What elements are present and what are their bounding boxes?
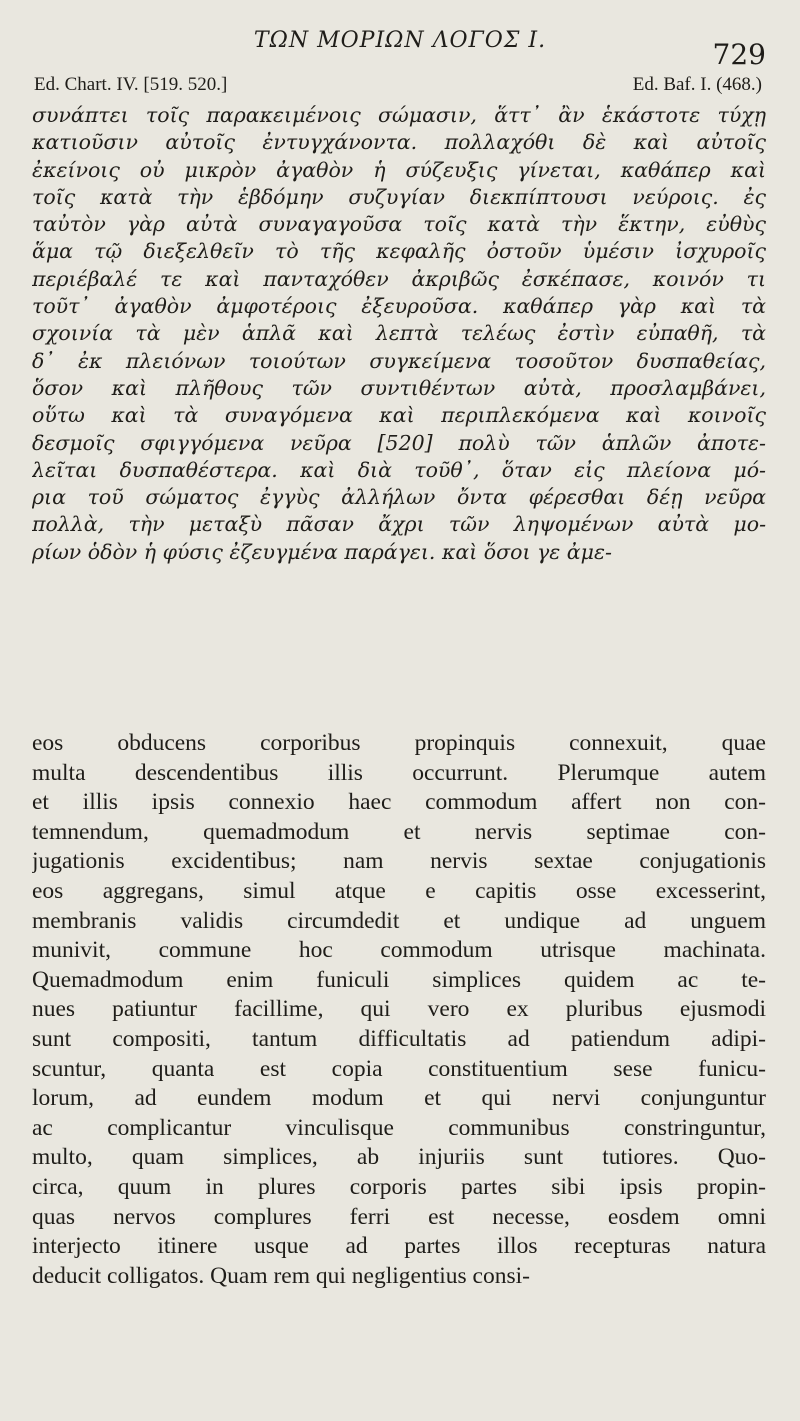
latin-text-line: et illis ipsis connexio haec commodum affert non con- xyxy=(32,789,766,816)
page-number: 729 xyxy=(712,38,766,71)
greek-text-line: συνάπτει τοῖς παρακειμένοις σώμασιν, ἅττ᾽ ἂν ἑκάστοτε τύχῃ xyxy=(32,103,766,127)
latin-text-line: sunt compositi, tantum difficultatis ad patiendum adipi- xyxy=(32,1025,766,1052)
latin-text-line: deducit colligatos. Quam rem qui negligentius consi- xyxy=(32,1262,530,1289)
latin-text-line: circa, quum in plures corporis partes sibi ipsis propin- xyxy=(32,1173,766,1200)
greek-text-line: οὕτω καὶ τὰ συναγόμενα καὶ περιπλεκόμενα καὶ κοινοῖς xyxy=(32,403,766,428)
edition-reference-right: Ed. Baf. I. (468.) xyxy=(632,74,762,95)
greek-text-line: τοῦτ᾽ ἀγαθὸν ἀμφοτέροις ἐξευροῦσα. καθάπερ γὰρ καὶ τὰ xyxy=(32,294,766,319)
latin-text-line: eos aggregans, simul atque e capitis osse excesserint, xyxy=(32,877,766,904)
latin-text-line: quas nervos complures ferri est necesse, eosdem omni xyxy=(32,1203,766,1230)
latin-text-line: multa descendentibus illis occurrunt. Plerumque autem xyxy=(32,759,766,786)
greek-text-line: ἐκείνοις οὐ μικρὸν ἀγαθὸν ἡ σύζευξις γίνεται, καθάπερ καὶ xyxy=(32,157,766,182)
greek-text-line: τοῖς κατὰ τὴν ἑβδόμην συζυγίαν διεκπίπτουσι νεύροις. ἐς xyxy=(32,184,766,209)
latin-text-line: eos obducens corporibus propinquis connexuit, quae xyxy=(32,730,766,756)
greek-text-line: δεσμοῖς σφιγγόμενα νεῦρα [520] πολὺ τῶν ἁπλῶν ἀποτε- xyxy=(32,430,766,455)
greek-text-line: ταὐτὸν γὰρ αὐτὰ συναγαγοῦσα τοῖς κατὰ τὴν ἕκτην, εὐθὺς xyxy=(32,212,766,237)
running-header-title: ΤΩΝ ΜΟΡΙΩΝ ΛΟΓΟΣ Ι. xyxy=(253,28,547,53)
greek-text-line: ρια τοῦ σώματος ἐγγὺς ἀλλήλων ὄντα φέρεσθαι δέῃ νεῦρα xyxy=(32,485,766,510)
latin-text-line: Quemadmodum enim funiculi simplices quidem ac te- xyxy=(32,966,766,993)
latin-text-block xyxy=(32,729,766,1291)
greek-text-line: ρίων ὁδὸν ἡ φύσις ἐζευγμένα παράγει. καὶ ὅσοι γε ἀμε- xyxy=(32,539,612,564)
greek-text-line: περιέβαλέ τε καὶ πανταχόθεν ἀκριβῶς ἐσκέπασε, κοινόν τι xyxy=(32,266,766,291)
latin-text-line: interjecto itinere usque ad partes illos recepturas natura xyxy=(32,1233,766,1260)
latin-text-line: ac complicantur vinculisque communibus constringuntur, xyxy=(32,1114,766,1141)
latin-text-line: munivit, commune hoc commodum utrisque machinata. xyxy=(32,937,766,964)
greek-text-line: πολλὰ, τὴν μεταξὺ πᾶσαν ἄχρι τῶν ληψομένων αὐτὰ μο- xyxy=(32,512,766,537)
latin-text-line: scuntur, quanta est copia constituentium sese funicu- xyxy=(32,1055,766,1082)
greek-text-line: ὅσον καὶ πλῆθους τῶν συντιθέντων αὐτὰ, προσλαμβάνει, xyxy=(32,375,766,400)
greek-text-line: δ᾽ ἐκ πλειόνων τοιούτων συγκείμενα τοσοῦτον δυσπαθείας, xyxy=(32,348,766,373)
greek-text-line: κατιοῦσιν αὐτοῖς ἐντυγχάνοντα. πολλαχόθι δὲ καὶ αὐτοῖς xyxy=(32,130,766,155)
latin-text-line: multo, quam simplices, ab injuriis sunt tutiores. Quo- xyxy=(32,1144,766,1171)
latin-text-line: nues patiuntur facillime, qui vero ex pluribus ejusmodi xyxy=(32,996,766,1023)
latin-text-line: jugationis excidentibus; nam nervis sextae conjugationis xyxy=(32,848,766,875)
latin-text-line: lorum, ad eundem modum et qui nervi conjunguntur xyxy=(32,1085,766,1112)
greek-text-line: λεῖται δυσπαθέστερα. καὶ διὰ τοῦθ᾽, ὅταν εἰς πλείονα μό- xyxy=(32,457,766,482)
greek-text-block xyxy=(32,102,766,566)
edition-reference-left: Ed. Chart. IV. [519. 520.] xyxy=(34,74,228,95)
greek-text-line: ἅμα τῷ διεξελθεῖν τὸ τῆς κεφαλῆς ὀστοῦν ὑμέσιν ἰσχυροῖς xyxy=(32,239,766,264)
greek-text-line: σχοινία τὰ μὲν ἁπλᾶ καὶ λεπτὰ τελέως ἐστὶν εὐπαθῆ, τὰ xyxy=(32,321,766,346)
latin-text-line: temnendum, quemadmodum et nervis septimae con- xyxy=(32,818,766,845)
latin-text-line: membranis validis circumdedit et undique ad unguem xyxy=(32,907,766,934)
